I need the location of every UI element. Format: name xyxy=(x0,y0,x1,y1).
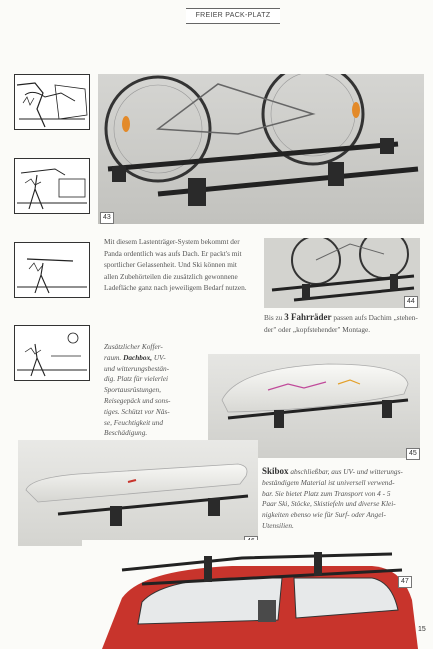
sketch-illustration-1 xyxy=(15,75,89,129)
section-header: FREIER PACK-PLATZ xyxy=(186,8,280,24)
photo-number-45: 45 xyxy=(406,448,420,460)
text-highlight: Skibox xyxy=(262,466,289,476)
text-highlight: Dachbox, xyxy=(123,352,153,362)
photo-number-43: 43 xyxy=(100,212,114,224)
sketch-panel-4 xyxy=(14,325,90,381)
photo-number-47: 47 xyxy=(398,576,412,588)
page-number: 15 xyxy=(418,626,426,633)
text-line: Beschädigung. xyxy=(104,428,148,438)
bike-rack-illustration xyxy=(264,238,420,308)
sketch-panel-3 xyxy=(14,242,90,298)
bike-carrier-text xyxy=(104,236,264,294)
text-line: Panda ordentlich was aufs Dach. Er packt's mit xyxy=(104,248,242,258)
text-line: bar. Sie bietet Platz zum Transport von 4 - 5 xyxy=(262,488,391,498)
caption-highlight: 3 Fahrräder xyxy=(284,312,332,322)
text-line xyxy=(262,466,426,478)
car-roof-bars-illustration xyxy=(82,540,422,649)
text-line: Ladefläche ganz nach jeweiligem Bedarf nutzen. xyxy=(104,283,247,292)
text-line: und witterungsbestän- xyxy=(104,363,170,373)
caption-line-2: der" oder „kopfstehender" Montage. xyxy=(264,324,371,334)
text-line: Utensilien. xyxy=(262,520,294,530)
photo-bike-carrier xyxy=(98,74,424,224)
text-line: beständigem Material ist universell verwend- xyxy=(262,477,395,487)
photo-skibox xyxy=(18,440,258,546)
text-fragment: raum. xyxy=(104,352,122,362)
text-line: se, Feuchtigkeit und xyxy=(104,417,163,427)
caption-line-1 xyxy=(264,312,424,324)
sketch-panel-1 xyxy=(14,74,90,130)
text-line: dig. Platz für vielerlei xyxy=(104,374,169,384)
text-line: Zusätzlicher Koffer- xyxy=(104,342,163,351)
text-line: Paar Ski, Stöcke, Skistiefeln und diverse Klei- xyxy=(262,499,396,509)
text-line: Mit diesem Lastenträger-System bekommt der xyxy=(104,237,240,246)
text-line xyxy=(104,353,192,364)
text-line: Sportausrüstungen, xyxy=(104,385,161,395)
text-line: nigkeiten ebenso wie für Surf- oder Angel- xyxy=(262,510,386,520)
text-fragment: UV- xyxy=(153,352,166,362)
sketch-panel-2 xyxy=(14,158,90,214)
skibox-illustration xyxy=(18,440,258,546)
caption-rest: passen aufs Dachim „stehen- xyxy=(333,313,418,322)
text-fragment: abschließbar, aus UV- und witterungs- xyxy=(290,467,403,476)
sketch-illustration-4 xyxy=(15,326,89,380)
bikes-caption xyxy=(264,312,424,335)
text-line: Reisegepäck und sons- xyxy=(104,395,171,405)
caption-prefix: Bis zu xyxy=(264,313,283,322)
text-line: sportlicher Gelassenheit. Und Ski können mit xyxy=(104,260,237,269)
photo-bike-rack xyxy=(264,238,420,308)
roofbox-text xyxy=(104,342,192,439)
bike-carrier-illustration xyxy=(98,74,424,224)
photo-number-44: 44 xyxy=(404,296,418,308)
photo-car-roof-bars xyxy=(82,540,422,649)
text-line: allen Zubehörteilen die zusätzlich gewonnene xyxy=(104,271,238,281)
text-line: tiges. Schützt vor Näs- xyxy=(104,406,170,416)
skibox-text xyxy=(262,466,426,532)
sketch-illustration-2 xyxy=(15,159,89,213)
sketch-illustration-3 xyxy=(15,243,89,297)
